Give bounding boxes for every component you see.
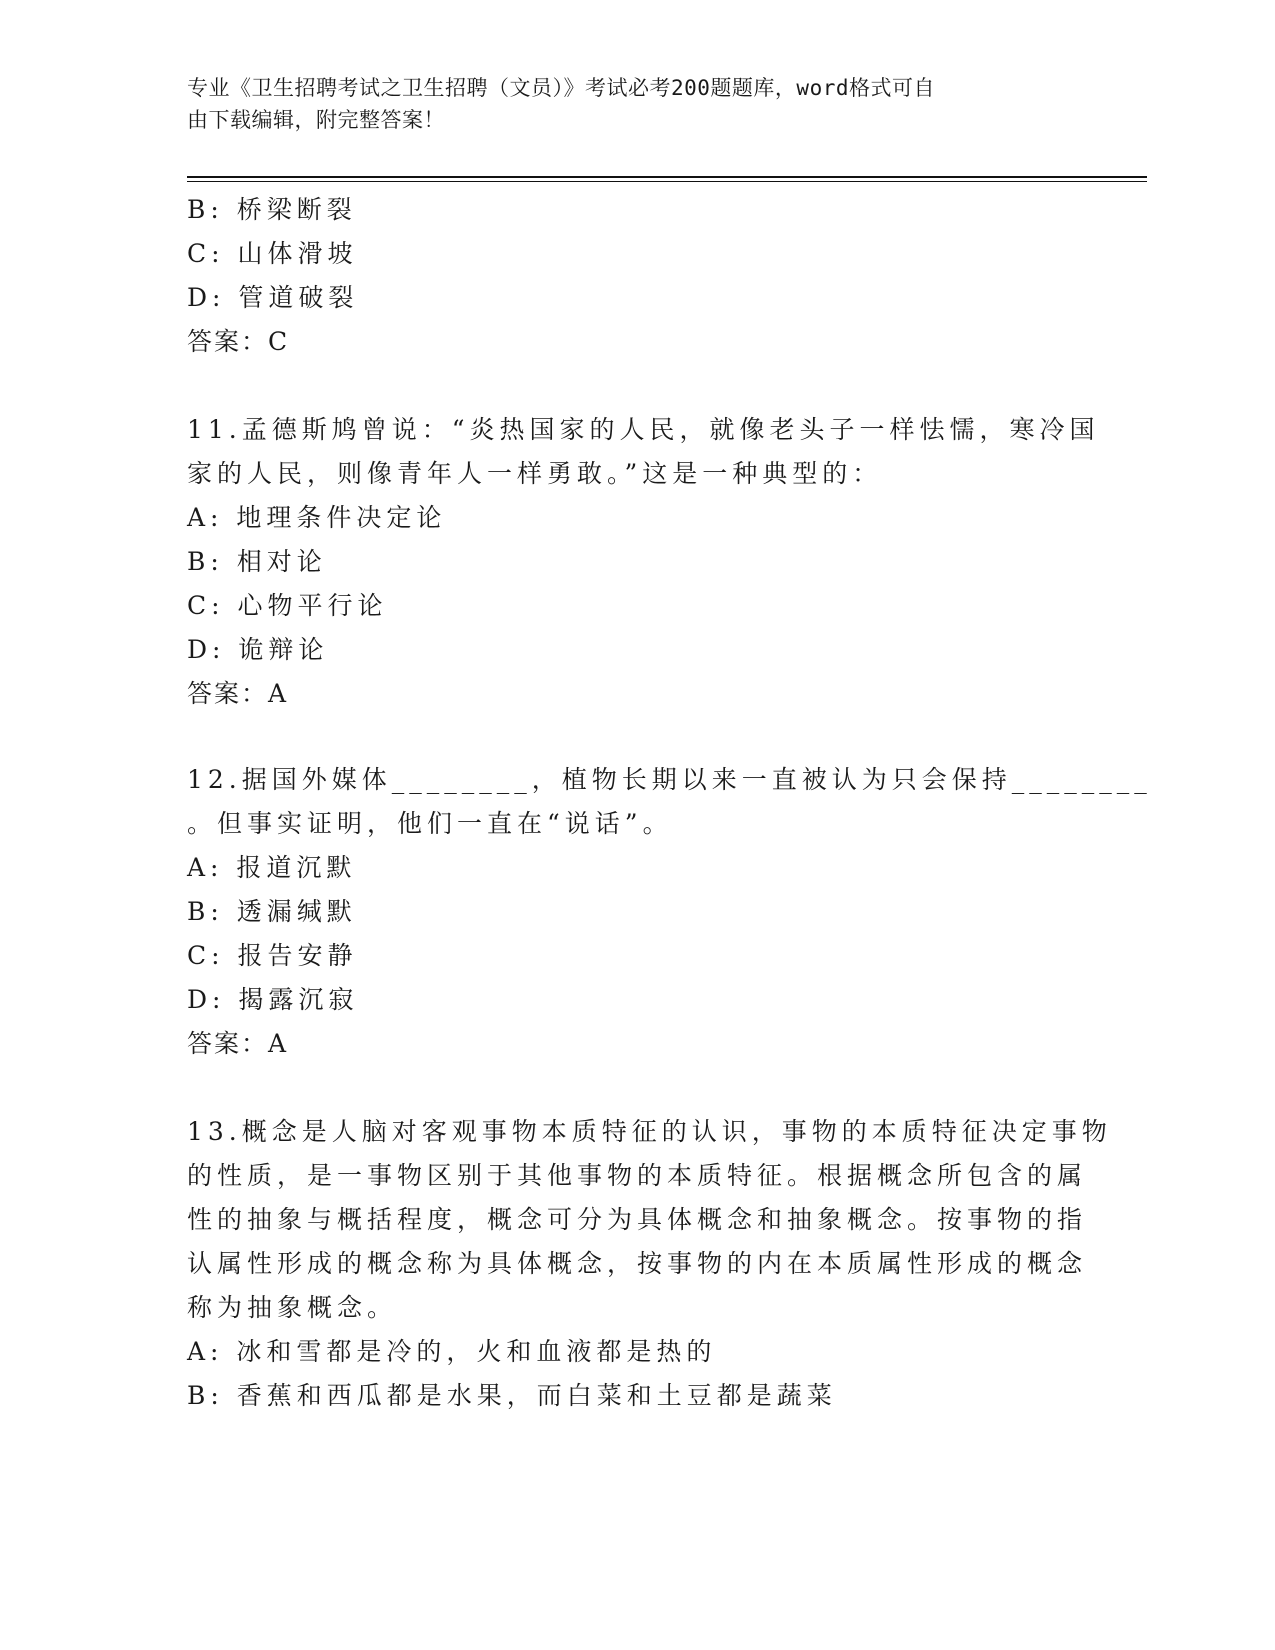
q13-stem-line-2: 的性质，是一事物区别于其他事物的本质特征。根据概念所包含的属 — [187, 1161, 1088, 1190]
q13-option-a: A: 冰和雪都是冷的，火和血液都是热的 — [187, 1337, 717, 1366]
q11-stem-line-1: 11.孟德斯鸠曾说：“炎热国家的人民，就像老头子一样怯懦，寒冷国 — [187, 415, 1100, 444]
document-header — [187, 72, 1067, 136]
q11-option-c: C: 心物平行论 — [187, 591, 388, 620]
q13-stem-line-4: 认属性形成的概念称为具体概念，按事物的内在本质属性形成的概念 — [187, 1249, 1088, 1278]
q12-option-d: D: 揭露沉寂 — [187, 985, 359, 1014]
q13-stem-line-1: 13.概念是人脑对客观事物本质特征的认识，事物的本质特征决定事物 — [187, 1117, 1112, 1146]
q12-stem-line-1: 12.据国外媒体________，植物长期以来一直被认为只会保持________ — [187, 765, 1152, 794]
q12-option-a: A: 报道沉默 — [187, 853, 357, 882]
q13-stem-line-3: 性的抽象与概括程度，概念可分为具体概念和抽象概念。按事物的指 — [187, 1205, 1088, 1234]
q10-option-b: B: 桥梁断裂 — [187, 195, 357, 224]
q11-option-b: B: 相对论 — [187, 547, 327, 576]
q10-option-d: D: 管道破裂 — [187, 283, 359, 312]
q12-answer: 答案：A — [187, 1029, 289, 1058]
q12-stem-line-2: 。但事实证明，他们一直在“说话”。 — [187, 809, 673, 838]
q11-answer: 答案：A — [187, 679, 289, 708]
header-line-1: 专业《卫生招聘考试之卫生招聘（文员）》考试必考200题题库，word格式可自 — [187, 76, 935, 100]
q11-option-d: D: 诡辩论 — [187, 635, 329, 664]
q13-option-b: B: 香蕉和西瓜都是水果，而白菜和土豆都是蔬菜 — [187, 1381, 837, 1410]
q11-stem-line-2: 家的人民，则像青年人一样勇敢。”这是一种典型的： — [187, 459, 883, 488]
q12-option-c: C: 报告安静 — [187, 941, 358, 970]
header-divider — [187, 176, 1147, 178]
q11-option-a: A: 地理条件决定论 — [187, 503, 447, 532]
q10-answer: 答案：C — [187, 327, 290, 356]
q12-option-b: B: 透漏缄默 — [187, 897, 357, 926]
header-divider-thin — [187, 181, 1147, 182]
q10-option-c: C: 山体滑坡 — [187, 239, 358, 268]
header-line-2: 由下载编辑，附完整答案！ — [187, 108, 445, 132]
q13-stem-line-5: 称为抽象概念。 — [187, 1293, 398, 1322]
